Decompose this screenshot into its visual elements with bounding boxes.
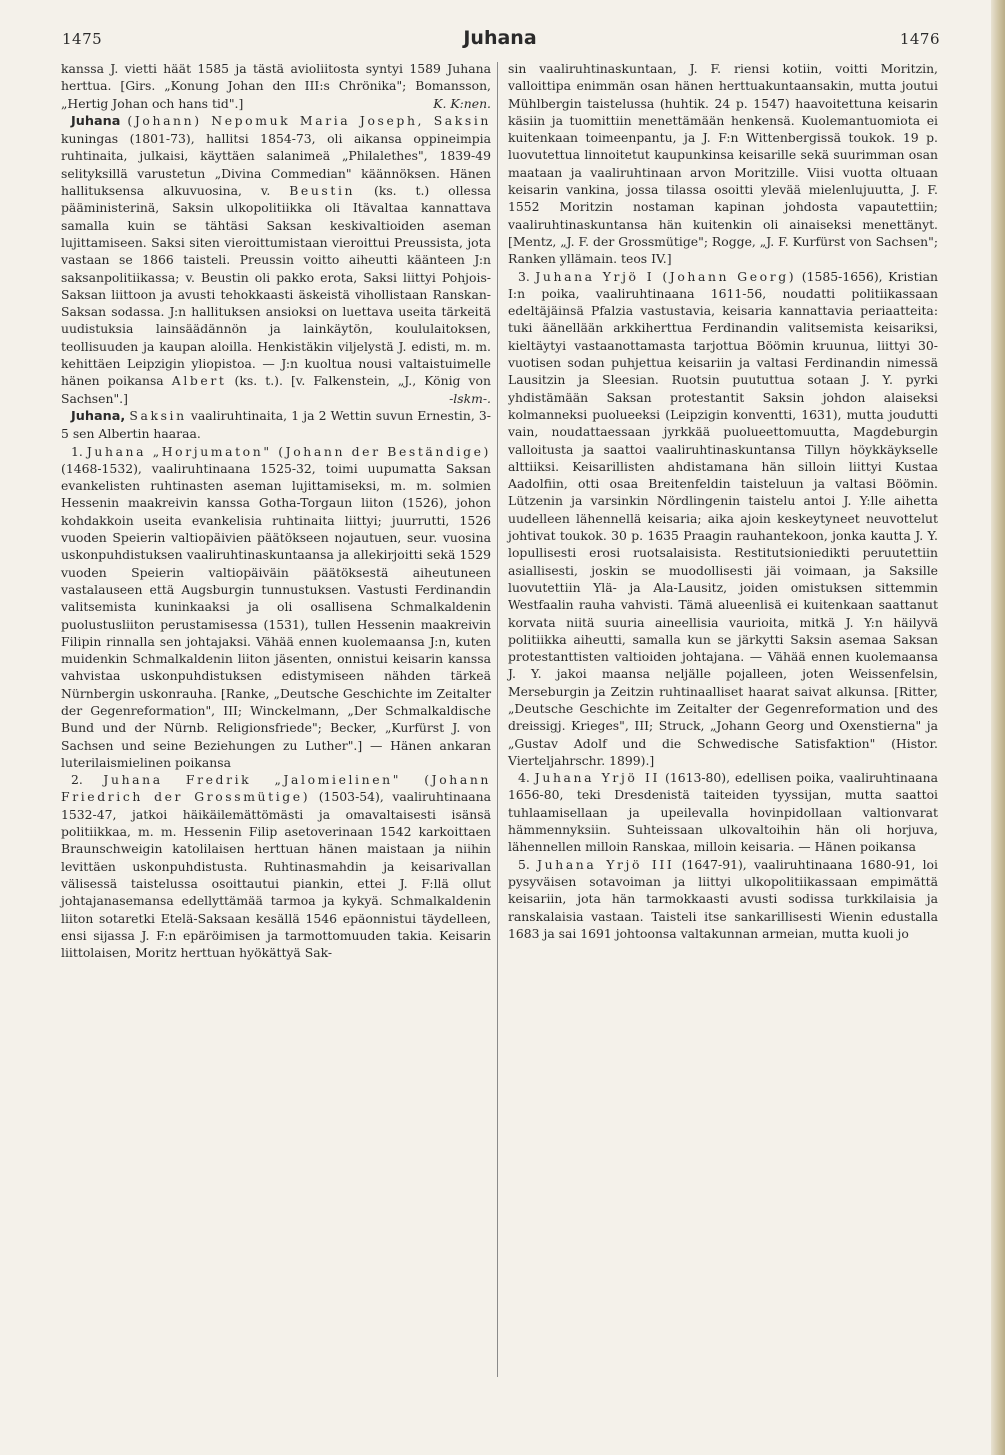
author-signature: -lskm-. bbox=[449, 390, 491, 406]
subentry-1: 1. Juhana „Horjumaton" (Johann der Beständige) (1468-1532), vaaliruhtinaana 1525-32, toimi uupumatta Saksan evankelisten ruhtinasten aseman lujittamiseksi, m. m. solmien Hessenin maakreivin kanssa Gotha-Torgaun liiton (1526), johon kohdakkoin useita evankelisia ruhtinaita liittyi; juurrutti, 1526 vuoden Speierin valtiopäivien päätökseen nojautuen, seur. vuosina uskonpuhdistuksen vaaliruhtinaskuntaansa ja allekirjoitti sekä 1529 vuoden Speierin valtiopäiväin päätöksestä aiheutuneen vastalauseen että Augsburgin tunnustuksen. Vastusti Ferdinandin valitsemista kuninkaaksi ja oli osallisena Schmalkaldenin puolustusliiton perustamisessa (1531), tullen Hessenin maakreivin Filipin rinnalla sen johtajaksi. Vähää ennen kuolemaansa J:n, kuten muidenkin Schmalkaldenin liiton jäsenten, onnistui keisarin kanssa vahvistaa uskonpuhdistuksen edistymiseen nähden tärkeä Nürnbergin uskonrauha. [Ranke, „Deutsche Geschichte im Zeitalter der Gegenreformation", III; Winckelmann, „Der Schmalkaldische Bund und der Nürnb. Religionsfriede"; Becker, „Kurfürst J. von Sachsen und seine Beziehungen zu Luther".] — Hänen ankaran luterilaismielinen poikansa bbox=[61, 443, 491, 770]
subentry-2-continued: sin vaaliruhtinaskuntaan, J. F. riensi kotiin, voitti Moritzin, valloittipa enimmän osan hänen herttuakuntaansakin, mutta joutui Mühlbergin taistelussa (huhtik. 24 p. 1547) haavoitettuna keisarin käsiin ja tuomittiin menettämään henkensä. Kuolemantuomiota ei kuitenkaan toimeenpantu, ja J. F:n Wittenbergissä toukok. 19 p. luovutettua linnoitetut kaupunkinsa keisarille sekä suurimman osan maataan ja vaaliruhtinaan arvon Moritzille. Viisi vuotta oltuaan keisarin vankina, jossa tilassa osoitti ylevää mielenlujuutta, J. F. 1552 Moritzin nostaman kapinan johdosta vapautettiin; vaaliruhtinaskuntansa hän kuitenkin oli ainaiseksi menettänyt. [Mentz, „J. F. der Grossmütige"; Rogge, „J. F. Kurfürst von Sachsen"; Ranken yllämain. teos IV.] bbox=[508, 61, 939, 267]
entry-juhana-saksin-vaaliruhtinaita: Juhana, Saksin vaaliruhtinaita, 1 ja 2 Wettin suvun Ernestin, 3-5 sen Albertin haaraa. bbox=[61, 407, 491, 442]
subentry-4: 4. Juhana Yrjö II (1613-80), edellisen poika, vaaliruhtinaana 1656-80, teki Dresdenistä taiteiden tyyssijan, mutta saattoi tuhlaamisellaan ja upeilevalla hovinpidollaan valtionvarat hämmennyksiin. Suhteissaan ulkovaltoihin hän oli horjuva, lähennellen milloin Ranskaa, milloin keisaria. — Hänen poikansa bbox=[508, 770, 938, 855]
page-number-left: 1475 bbox=[62, 30, 103, 48]
subentry-2: 2. Juhana Fredrik „Jalomielinen" (Johann Friedrich der Grossmütige) (1503-54), vaaliruhtinaana 1532-47, jatkoi häikäilemättömästi ja omavaltaisesti isänsä politiikkaa, m. m. Hessenin Filip asetoverinaan 1542 karkoittaen Braunschweigin katolilaisen herttuan hänen maistaan ja niihin levittäen uskonpuhdistusta. Ruhtinasmahdin ja keisarivallan välisessä taistelussa osoittautui piankin, ettei J. F:llä ollut johtajanasemansa edellyttämää tarmoa ja kykyä. Schmalkaldenin liiton sotaretki Etelä-Saksaan kesällä 1546 epäonnistui täydelleen, ensi sijassa J. F:n epäröimisen ja tarmottomuuden takia. Keisarin liittolaisen, Moritz herttuan hyökättyä Sak- bbox=[61, 772, 491, 961]
running-title: Juhana bbox=[463, 27, 537, 49]
headword: Juhana bbox=[71, 113, 121, 129]
page-header bbox=[60, 27, 940, 56]
column-divider bbox=[497, 62, 498, 1377]
paragraph-johan-iii-end: kanssa J. vietti häät 1585 ja tästä avioliitosta syntyi 1589 Juhana herttua. [Girs. „Konung Johan den III:s Chrönika"; Bomansson, „Hertig Johan och hans tid".] K. K:nen. bbox=[61, 61, 491, 111]
subentry-3: 3. Juhana Yrjö I (Johann Georg) (1585-1656), Kristian I:n poika, vaaliruhtinaana 1611-56, noudatti politiikassaan edeltäjäinsä Pfalzia vastustavia, keisaria kannattavia periaatteita: tuki äänellään arkkiherttua Ferdinandin valitsemista keisariksi, kieltäytyi vastaanottamasta tarjottua Böömin kruunua, liittyi 30-vuotisen sodan puhjettua keisariin ja valtasi Ferdinandin nimessä Lausitzin ja Sleesian. Ruotsin puututtua sotaan J. Y. pyrki yhdistämään Saksan protestantit Saksin johdon alaiseksi kolmanneksi puolueeksi (Leipzigin konventti, 1631), mutta joudutti vain, noudattaessaan jyrkkää puolueettomuutta, Magdeburgin valloitusta ja saattoi vaaliruhtinaskuntansa Tillyn höykkäykselle alttiiksi. Keisarillisten ahdistamana hän silloin liittyi Kustaa Aadolfiin, otti osaa Breitenfeldin taisteluun ja valtasi Böömin. Lützenin ja varsinkin Nördlingenin taistelu antoi J. Y:lle aihetta uudelleen lähennellä keisaria; aika ajoin keskeytyneet neuvottelut johtivat toukok. 30 p. 1635 Praagin rauhantekoon, jonka kautta J. Y. lopullisesti erosi ruotsalaisista. Restitutsioniedikti peruutettiin asiallisesti, joskin se muodollisesti jäi voimaan, ja Saksille luovutettiin Ylä- ja Ala-Lausitz, joiden omistuksen sittemmin Westfaalin rauha vahvisti. Tämä alueenlisä ei kuitenkaan saattanut korvata niitä suuria aineellisia vaurioita, mitkä J. Y:n häilyvä politiikka aiheutti, samalla kun se järkytti Saksin asemaa Saksan protestanttisten valtioiden johtajana. — Vähää ennen kuolemaansa J. Y. jakoi maansa neljälle pojalleen, joten Weissenfelsin, Merseburgin ja Zeitzin ruhtinaalliset haarat saivat alkunsa. [Ritter, „Deutsche Geschichte im Zeitalter der Gegenreformation und des dreissigj. Krieges", III; Struck, „Johann Georg und Oxenstierna" ja „Gustav Adolf und die Schwedische Satisfaktion" (Histor. Vierteljahrschr. 1899).] bbox=[508, 268, 938, 768]
left-column bbox=[61, 60, 491, 961]
page-number-right: 1476 bbox=[899, 30, 940, 48]
right-column bbox=[508, 60, 938, 942]
entry-juhana-nepomuk: Juhana (Johann) Nepomuk Maria Joseph, Saksin kuningas (1801-73), hallitsi 1854-73, oli aikansa oppineimpia ruhtinaita, julkaisi, käyttäen salanimeä „Philalethes", 1839-49 selityksillä varustetun „Divina Commedian" käännöksen. Hänen hallituksensa alkuvuosina, v. Beustin (ks. t.) ollessa pääministerinä, Saksin ulkopolitiikka oli Itävaltaa kannattava samalla kuin se tähtäsi Saksan keskivaltioiden aseman lujittamiseen. Saksi siten vieroittumistaan vieroittui Preussista, jota vastaan se 1866 taisteli. Preussin voitto aiheutti käänteen J:n saksanpolitiikassa; v. Beustin oli pakko erota, Saksi liittyi Pohjois-Saksan liittoon ja avusti tehokkaasti äskeistä vihollistaan Ranskan-Saksan sodassa. J:n hallituksen ansioksi on luettava useita tärkeitä uudistuksia lainsäädännön ja lainkäytön, koululaitoksen, teollisuuden ja kaupan aloilla. Henkistäkin viljelystä J. edisti, m. m. kehittäen Leipzigin yliopistoa. — J:n kuoltua nousi valtaistuimelle hänen poikansa Albert (ks. t.). [v. Falkenstein, „J., König von Sachsen".] -lskm-. bbox=[61, 112, 491, 406]
author-signature: K. K:nen. bbox=[433, 95, 491, 111]
subentry-5: 5. Juhana Yrjö III (1647-91), vaaliruhtinaana 1680-91, loi pysyväisen sotavoiman ja liittyi ulkopolitiikassaan empimättä keisariin, jota hän tarmokkaasti avusti sodissa turkkilaisia ja ranskalaisia vastaan. Taisteli itse sankarillisesti Wienin edustalla 1683 ja sai 1691 johtoonsa valtakunnan armeian, mutta kuoli jo bbox=[508, 856, 938, 941]
headword: Juhana, bbox=[71, 408, 126, 424]
page-edge-shadow bbox=[991, 0, 1005, 1455]
